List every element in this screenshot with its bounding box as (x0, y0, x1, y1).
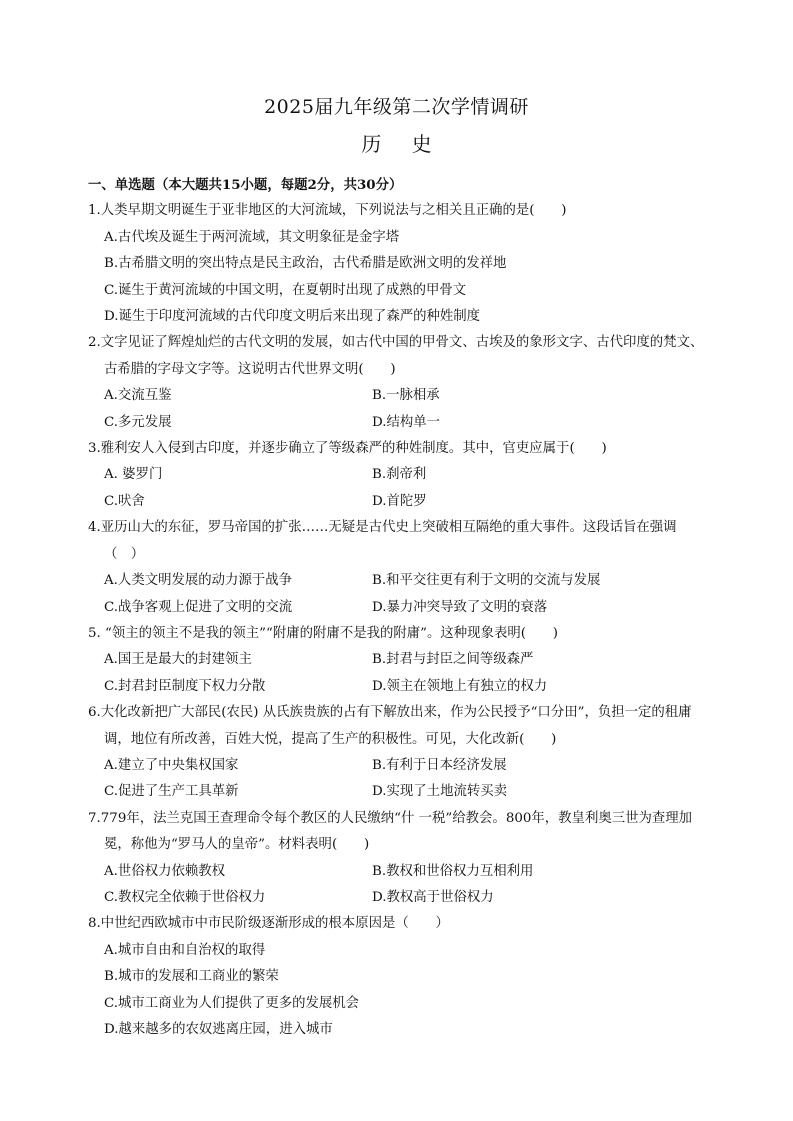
option-a: A.世俗权力依赖教权 (104, 863, 226, 879)
exam-title: 2025届九年级第二次学情调研 (264, 96, 529, 118)
option-c: C.吠舍 (104, 493, 145, 509)
option-a: A.人类文明发展的动力源于战争 (104, 573, 293, 589)
question-stem: 3.雅利安人入侵到古印度，并逐步确立了等级森严的种姓制度。其中，官吏应属于( ) (88, 441, 607, 457)
option-d: D.实现了土地流转买卖 (372, 784, 508, 800)
option-b: B.和平交往更有利于文明的交流与发展 (372, 573, 601, 589)
option-a: A.建立了中央集权国家 (104, 757, 239, 773)
option-c: C.教权完全依赖于世俗权力 (104, 889, 266, 905)
question-stem: 2.文字见证了辉煌灿烂的古代文明的发展，如古代中国的甲骨文、古埃及的象形文字、古代印度的梵文、古希腊的字母文字等。这说明古代世界文明( ) (88, 335, 704, 377)
subject-title: 历 史 (361, 132, 444, 156)
question-1 (88, 198, 708, 330)
option-c: C.多元发展 (104, 414, 172, 430)
option-d: D.结构单一 (372, 414, 441, 430)
option-a: A.国王是最大的封建领主 (104, 652, 252, 668)
question-stem: 7.779年，法兰克国王查理命令每个教区的人民缴纳“什 一税”给教会。800年，教皇利奥三世为查理加冕，称他为“罗马人的皇帝”。材料表明( ) (88, 810, 693, 853)
question-stem: 4.亚历山大的东征，罗马帝国的扩张……无疑是古代史上突破相互隔绝的重大事件。这段话旨在强调（ ） (88, 520, 677, 562)
option-c: C.促进了生产工具革新 (104, 784, 239, 800)
option-c: C.城市工商业为人们提供了更多的发展机会 (104, 995, 360, 1011)
option-b: B.封君与封臣之间等级森严 (372, 652, 534, 668)
option-b: B.有利于日本经济发展 (372, 757, 507, 773)
question-stem: 6.大化改新把广大部民(农民) 从氏族贵族的占有下解放出来，作为公民授予“口分田”，负担一定的租庸调，地位有所改善，百姓大悦，提高了生产的积极性。可见，大化改新( ) (88, 705, 692, 747)
question-7 (88, 806, 708, 912)
option-a: A.交流互鉴 (104, 388, 172, 404)
option-c: C.诞生于黄河流域的中国文明，在夏朝时出现了成熟的甲骨文 (104, 282, 467, 298)
question-stem: 1.人类早期文明诞生于亚非地区的大河流域，下列说法与之相关且正确的是( ) (88, 203, 567, 219)
option-d: D.首陀罗 (372, 493, 427, 509)
option-b: B.古希腊文明的突出特点是民主政治，古代希腊是欧洲文明的发祥地 (104, 256, 507, 272)
option-a: A.古代埃及诞生于两河流域，其文明象征是金字塔 (104, 229, 400, 245)
question-section (88, 172, 708, 1043)
question-stem: 5. “领主的领主不是我的领主”“附庸的附庸不是我的附庸”。这种现象表明( ) (88, 625, 558, 641)
section-heading: 一、单选题（本大题共15小题，每题2分，共30分） (88, 177, 403, 193)
question-5 (88, 621, 708, 700)
option-d: D.越来越多的农奴逃离庄园，进入城市 (104, 1022, 333, 1037)
option-b: B.教权和世俗权力互相利用 (372, 863, 534, 879)
question-2 (88, 330, 708, 436)
question-8 (88, 911, 708, 1043)
question-stem: 8.中世纪西欧城市中市民阶级逐渐形成的根本原因是（ ） (88, 916, 449, 932)
option-b: B.城市的发展和工商业的繁荣 (104, 969, 279, 985)
question-3 (88, 436, 708, 515)
option-c: C.战争客观上促进了文明的交流 (104, 599, 293, 615)
option-d: D.诞生于印度河流域的古代印度文明后来出现了森严的种姓制度 (104, 309, 481, 325)
option-b: B.一脉相承 (372, 388, 440, 404)
option-b: B.刹帝利 (372, 467, 427, 483)
option-d: D.教权高于世俗权力 (372, 889, 494, 905)
option-a: A. 婆罗门 (104, 467, 163, 483)
option-c: C.封君封臣制度下权力分散 (104, 678, 266, 694)
option-d: D.暴力冲突导致了文明的衰落 (372, 599, 548, 615)
option-d: D.领主在领地上有独立的权力 (372, 678, 548, 694)
question-6 (88, 700, 708, 806)
option-a: A.城市自由和自治权的取得 (104, 942, 266, 958)
question-4 (88, 515, 708, 621)
